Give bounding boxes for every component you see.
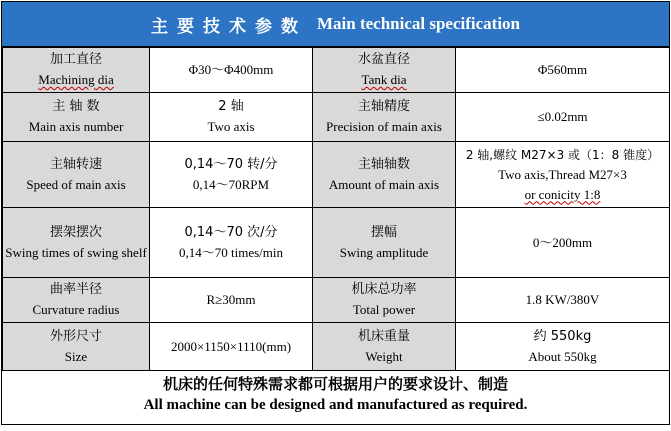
spec-label (313, 142, 456, 208)
label-cn: 机床总功率 (351, 282, 417, 297)
label-en (5, 70, 147, 90)
label-cn: 主轴轴数 (357, 156, 410, 172)
spec-row (3, 142, 670, 208)
spec-label (313, 278, 456, 323)
label-cn: 外形尺寸 (49, 328, 102, 344)
value-line: Two axis,Thread M27×3 (498, 166, 627, 182)
spec-value (150, 278, 313, 323)
spec-table (2, 47, 670, 371)
spec-value (150, 142, 313, 208)
spec-value (456, 208, 670, 278)
spec-value (456, 142, 670, 208)
value-line: ≤0.02mm (537, 109, 588, 124)
spec-value (456, 323, 670, 371)
label-cn: 机床重量 (357, 328, 410, 344)
footer-note-en: All machine can be designed and manufactured as required. (143, 396, 528, 413)
label-cn: 主轴转速 (49, 156, 102, 172)
label-cn: 主 轴 数 (52, 99, 100, 114)
spec-value (150, 93, 313, 142)
value-line: 约 550kg (533, 328, 592, 344)
value-line: 2 轴,螺纹 M27×3 或（1：8 锥度） (465, 147, 660, 162)
spec-label (313, 48, 456, 93)
value-line: 0,14～70 times/min (178, 244, 283, 260)
header-title-cn: 主要技术参数 (150, 16, 307, 37)
spec-value (456, 93, 670, 142)
spec-value (456, 278, 670, 323)
spec-value (150, 323, 313, 371)
spec-label (3, 278, 150, 323)
label-en: Main axis number (28, 119, 124, 134)
value-line (458, 185, 667, 205)
value-line: Φ560mm (537, 62, 588, 77)
label-en: Curvature radius (32, 302, 120, 317)
value-line: Φ30～Φ400mm (188, 62, 274, 77)
value-line: R≥30mm (206, 292, 256, 307)
header-title-en: Main technical specification (316, 14, 521, 33)
label-cn: 曲率半径 (49, 282, 102, 297)
spec-row (3, 278, 670, 323)
label-en: Swing amplitude (339, 244, 429, 260)
label-en: Swing times of swing shelf (5, 244, 147, 260)
label-en: Speed of main axis (26, 176, 126, 192)
label-en-text: Machining dia (38, 72, 114, 87)
value-line: 2000×1150×1110(mm) (170, 338, 292, 354)
spec-label (3, 323, 150, 371)
label-cn: 摆架摆次 (49, 224, 102, 240)
value-line: 1.8 KW/380V (525, 292, 600, 307)
spec-row (3, 93, 670, 142)
spec-sheet (1, 1, 670, 425)
label-en: Size (64, 348, 88, 364)
label-en: Weight (365, 348, 403, 364)
spec-header (2, 2, 669, 47)
value-line: 2 轴 (218, 99, 244, 114)
spec-value (456, 48, 670, 93)
label-en (315, 70, 453, 90)
value-line: 0,14～70RPM (192, 176, 270, 192)
label-cn: 加工直径 (49, 52, 102, 67)
spec-footer (2, 371, 669, 418)
spec-value (150, 208, 313, 278)
spec-row (3, 208, 670, 278)
spec-label (313, 323, 456, 371)
label-cn: 主轴精度 (357, 99, 410, 114)
value-line: 0～200mm (532, 234, 593, 250)
label-en: Precision of main axis (326, 119, 442, 134)
spec-label (313, 93, 456, 142)
value-line: About 550kg (528, 348, 597, 364)
value-line-text: or conicity 1:8 (524, 186, 601, 202)
spec-label (3, 208, 150, 278)
value-line: Two axis (207, 119, 255, 134)
footer-note-cn: 机床的任何特殊需求都可根据用户的要求设计、制造 (162, 374, 508, 393)
label-en: Total power (352, 302, 416, 317)
value-line: 0,14～70 次/分 (184, 224, 278, 240)
label-en: Amount of main axis (328, 176, 440, 192)
spec-label (313, 208, 456, 278)
spec-value (150, 48, 313, 93)
value-line: 0,14～70 转/分 (184, 156, 278, 172)
spec-row (3, 48, 670, 93)
label-cn: 水盆直径 (357, 52, 410, 67)
label-en-text: Tank dia (361, 72, 407, 87)
spec-row (3, 323, 670, 371)
spec-label (3, 48, 150, 93)
spec-label (3, 142, 150, 208)
label-cn: 摆幅 (370, 224, 397, 240)
spec-label (3, 93, 150, 142)
